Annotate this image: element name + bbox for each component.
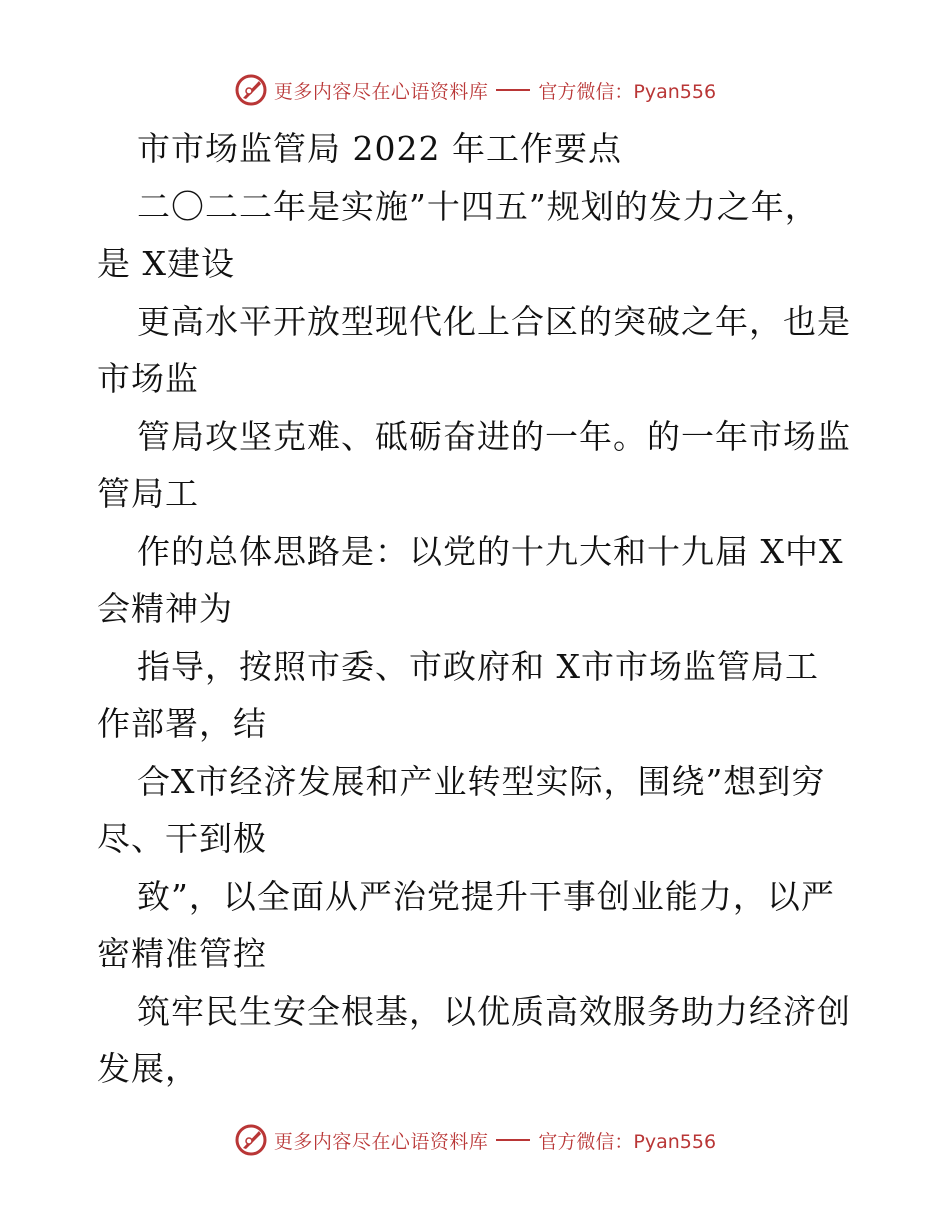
paragraph-line: 发展， bbox=[97, 1049, 199, 1088]
paragraph-line: 密精准管控 bbox=[97, 934, 267, 973]
watermark-banner-top bbox=[0, 70, 950, 110]
banner-dash bbox=[496, 89, 530, 91]
paragraph-line: 会精神为 bbox=[97, 589, 233, 628]
banner-brand-text: 更多内容尽在心语资料库 bbox=[273, 80, 489, 103]
paragraph-line: 管局攻坚克难、砥砺奋进的一年。的一年市场监 bbox=[137, 416, 851, 456]
banner-brand-text: 更多内容尽在心语资料库 bbox=[273, 1130, 489, 1153]
paragraph-line: 作的总体思路是：以党的十九大和十九届 X中X bbox=[137, 531, 844, 571]
paragraph-line: 是 X建设 bbox=[97, 244, 235, 283]
paragraph-line: 管局工 bbox=[97, 474, 199, 513]
paragraph-line: 尽、干到极 bbox=[97, 819, 267, 858]
quill-logo-icon bbox=[234, 1123, 268, 1157]
quill-logo-icon bbox=[234, 73, 268, 107]
paragraph-line: 致”，以全面从严治党提升干事创业能力，以严 bbox=[137, 876, 835, 916]
paragraph-line: 作部署，结 bbox=[97, 704, 267, 743]
paragraph-line: 筑牢民生安全根基，以优质高效服务助力经济创 bbox=[137, 991, 851, 1031]
banner-dash bbox=[496, 1139, 530, 1141]
banner-wechat-text: 官方微信：Pyan556 bbox=[538, 1130, 717, 1153]
paragraph-line: 指导，按照市委、市政府和 X市市场监管局工 bbox=[137, 646, 819, 686]
watermark-banner-bottom bbox=[0, 1120, 950, 1160]
paragraph-line: 合X市经济发展和产业转型实际，围绕”想到穷 bbox=[137, 761, 826, 801]
paragraph-line: 市场监 bbox=[97, 359, 199, 398]
banner-wechat-text: 官方微信：Pyan556 bbox=[538, 80, 717, 103]
document-title: 市市场监管局 2022 年工作要点 bbox=[137, 129, 622, 168]
paragraph-line: 二〇二二年是实施”十四五”规划的发力之年， bbox=[137, 186, 819, 226]
paragraph-line: 更高水平开放型现代化上合区的突破之年，也是 bbox=[137, 301, 851, 341]
document-body bbox=[97, 120, 857, 1098]
